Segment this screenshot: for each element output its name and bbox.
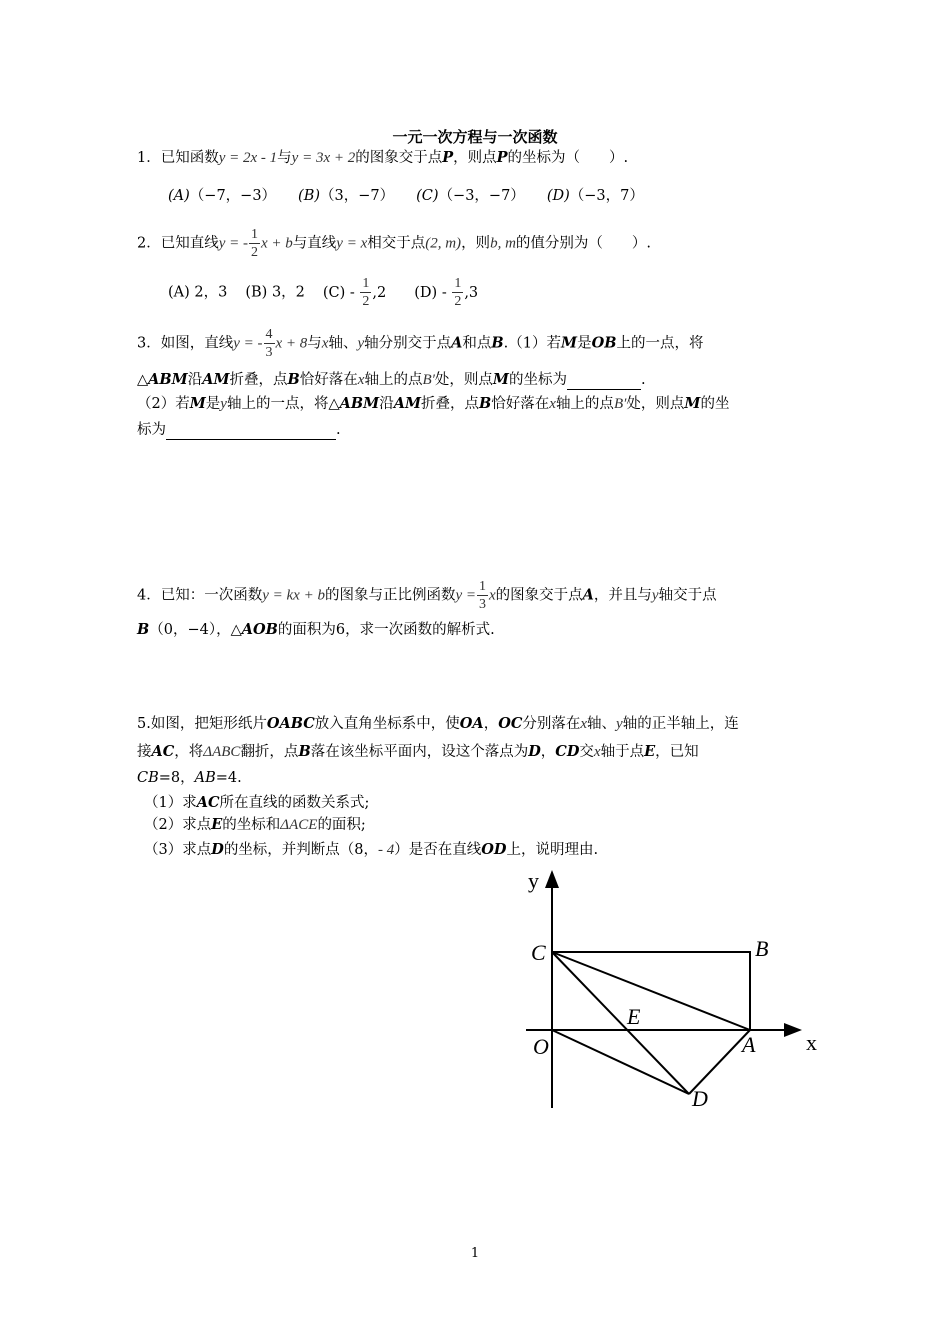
q5-number: 5. (137, 716, 151, 732)
q2-option-c: (C) - $\frac{1}{2}$ ,2 (322, 276, 387, 309)
label-d: D (692, 1086, 708, 1111)
q5-figure (500, 860, 840, 1120)
q2-options (168, 275, 478, 310)
q3-number: 3． (137, 335, 161, 352)
q1-option-c: (C)（−3，−7） (416, 188, 525, 204)
q2-option-a: (A) 2，3 (168, 284, 228, 301)
diagonal-ac (552, 952, 750, 1030)
q4-line1: 4．已知：一次函数y = kx + b的图象与正比例函数y = $\frac{1}{3}$ x的图象交于点A，并且与y轴交于点 (137, 579, 717, 612)
q3-answer-blank-2[interactable] (166, 423, 336, 440)
q2-option-d: (D) - $\frac{1}{2}$ ,3 (414, 276, 479, 309)
q5-line3: CB=8，AB=4. (137, 770, 242, 786)
q4-line2: B（0，−4），△AOB的面积为6，求一次函数的解析式. (137, 621, 495, 638)
page-title: 一元一次方程与一次函数 (392, 128, 558, 146)
q1-option-d: (D)（−3，7） (546, 188, 644, 204)
segment-ad (689, 1030, 750, 1094)
q5-subquestion-3: （3）求点D的坐标，并判断点（8，- 4）是否在直线OD上，说明理由. (144, 841, 599, 858)
q2-stem: 2．已知直线y = - $\frac{1}{2}$ x + b与直线y = x相交于点(2, m)，则b, m的值分别为（ ）. (137, 227, 652, 260)
q3-line3: （2）若M是y轴上的一点，将△ABM沿AM折叠，点B恰好落在x轴上的点B′处，则点M的坐 (137, 395, 730, 412)
label-x-axis: x (806, 1030, 817, 1055)
q5-subquestion-1: （1）求AC所在直线的函数关系式; (144, 794, 370, 811)
label-c: C (531, 940, 546, 965)
q2-number: 2． (137, 235, 161, 252)
q1-number: 1． (137, 150, 161, 166)
x-axis-arrow (784, 1023, 802, 1037)
q4-number: 4． (137, 587, 161, 604)
q1-option-a: (A)（−7，−3） (168, 188, 277, 204)
q1-stem: 1．已知函数y = 2x - 1与y = 3x + 2的图象交于点P，则点P的坐标为（ ）. (137, 149, 629, 166)
label-a: A (742, 1032, 756, 1057)
page-number: 1 (470, 1246, 480, 1261)
label-b: B (755, 936, 769, 961)
q5-line1: 5.如图，把矩形纸片OABC放入直角坐标系中，使OA，OC分别落在x轴、y轴的正半轴上，连 (137, 715, 739, 732)
q3-answer-blank-1[interactable] (567, 373, 641, 390)
q2-fraction: $\frac{1}{2}$ (251, 227, 259, 260)
q1-option-b: (B)（3，−7） (298, 188, 395, 204)
label-y-axis: y (528, 868, 539, 893)
y-axis-arrow (545, 870, 559, 888)
q3-fraction: $\frac{4}{3}$ (265, 327, 273, 360)
q4-fraction: $\frac{1}{3}$ (478, 579, 486, 612)
q3-line2: △ABM沿AM折叠，点B恰好落在x轴上的点B′处，则点M的坐标为 . (137, 371, 646, 388)
label-e: E (627, 1004, 641, 1029)
segment-od (552, 1030, 689, 1094)
segment-cd (552, 952, 689, 1094)
label-o: O (533, 1034, 549, 1059)
q5-line2: 接AC，将ΔABC翻折，点B落在该坐标平面内，设这个落点为D，CD交x轴于点E，已知 (137, 743, 699, 760)
q1-options (168, 186, 644, 206)
q3-line1: 3．如图，直线y = - $\frac{4}{3}$ x + 8与x轴、y轴分别交于点A和点B.（1）若M是OB上的一点，将 (137, 327, 704, 360)
q5-subquestion-2: （2）求点E的坐标和ΔACE的面积; (144, 816, 366, 833)
q2-option-b: (B) 3，2 (245, 284, 305, 301)
q3-line4: 标为 . (137, 422, 341, 438)
